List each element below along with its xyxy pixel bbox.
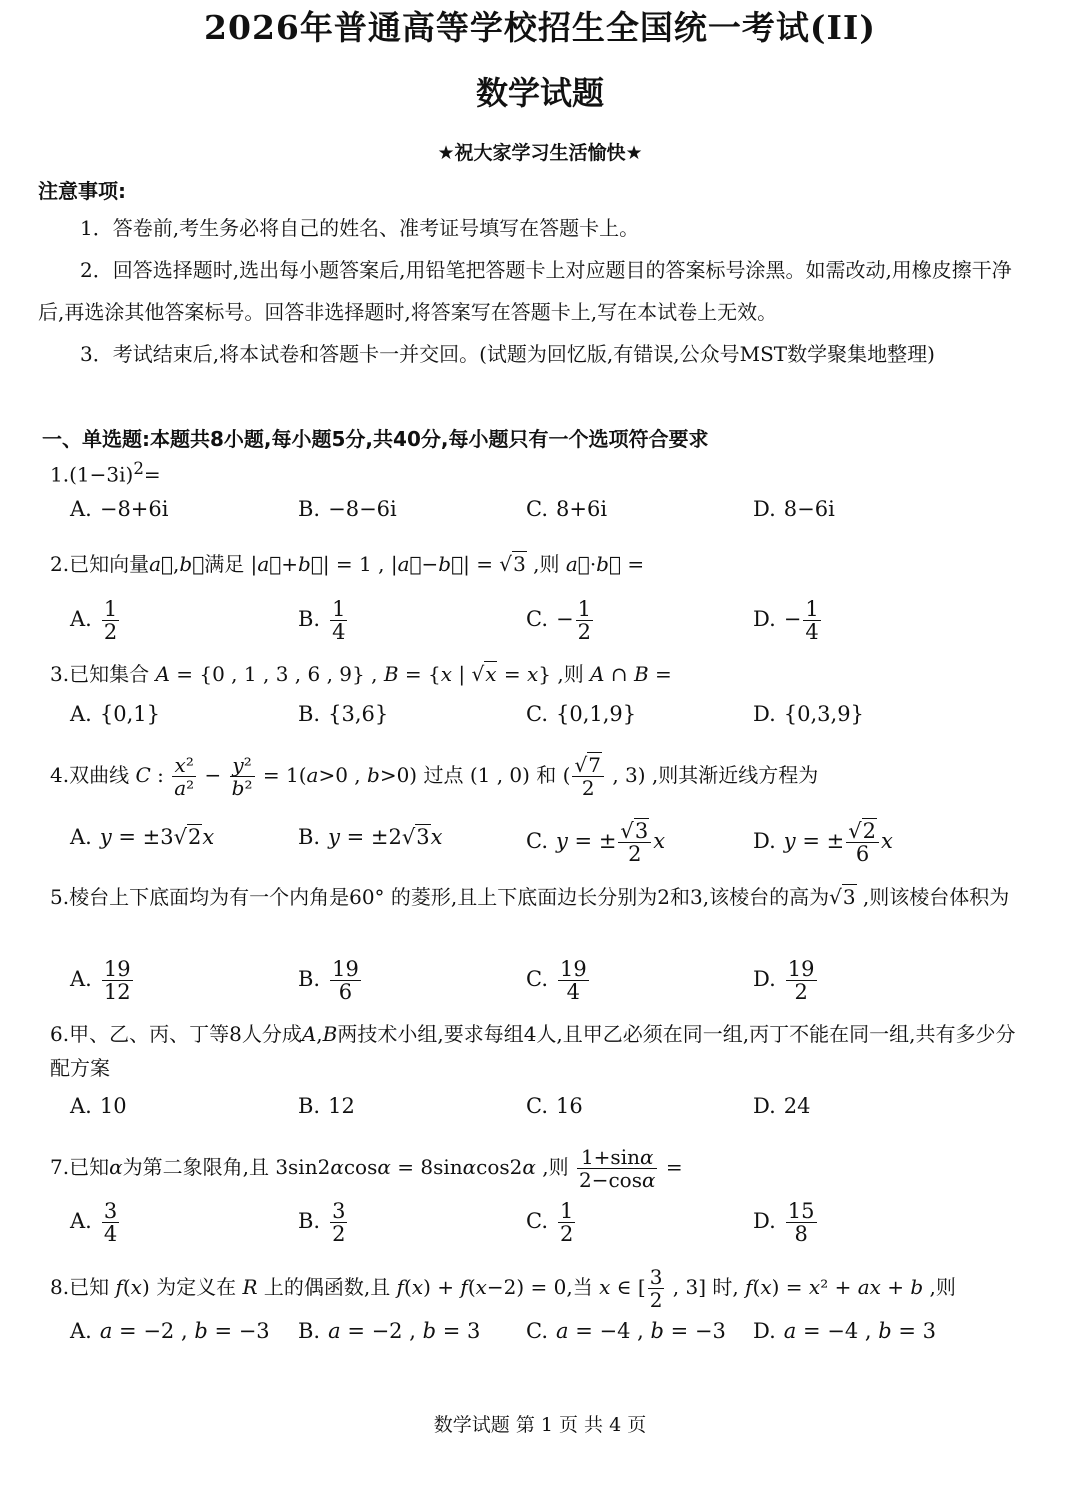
option-d: D. y = ± $\frac{√2}{6}$ x bbox=[753, 819, 893, 866]
option-b: B. {3,6} bbox=[298, 702, 389, 726]
option-b: B. a = −2 , b = 3 bbox=[298, 1319, 481, 1343]
question-number: 5. bbox=[50, 885, 70, 909]
question-6: 6.甲、乙、丙、丁等8人分成A,B两技术小组,要求每组4人,且甲乙必须在同一组,丙丁不能在同一组,共有多少分配方案 bbox=[50, 1022, 1016, 1080]
question-number: 1. bbox=[50, 462, 70, 487]
question-2: 2.已知向量a⃗,b⃗满足 |a⃗+b⃗| = 1 , |a⃗−b⃗| = √3 ,则 a⃗·b⃗ = bbox=[50, 552, 645, 576]
question-number: 7. bbox=[50, 1155, 70, 1179]
option-a: A. {0,1} bbox=[70, 702, 160, 726]
option-c: C. 16 bbox=[526, 1094, 583, 1118]
option-c: C. $\frac{19}{4}$ bbox=[526, 957, 587, 1004]
option-c: C. y = ± $\frac{√3}{2}$ x bbox=[526, 819, 666, 866]
question-number: 8. bbox=[50, 1275, 70, 1299]
option-c: C. 8+6i bbox=[526, 497, 608, 521]
question-number: 2. bbox=[50, 552, 70, 576]
notice-item: 2．回答选择题时,选出每小题答案后,用铅笔把答题卡上对应题目的答案标号涂黑。如需改动,用橡皮擦干净后,再选涂其他答案标号。回答非选择题时,将答案写在答题卡上,写在本试卷上无效。 bbox=[38, 258, 1012, 324]
option-a: A. $\frac{3}{4}$ bbox=[70, 1199, 118, 1246]
option-a: A. a = −2 , b = −3 bbox=[70, 1319, 270, 1343]
option-a: A. $\frac{1}{2}$ bbox=[70, 597, 118, 644]
option-b: B. 12 bbox=[298, 1094, 355, 1118]
option-c: C. a = −4 , b = −3 bbox=[526, 1319, 726, 1343]
option-b: B. $\frac{1}{4}$ bbox=[298, 597, 346, 644]
exam-title: 2026年普通高等学校招生全国统一考试(II) bbox=[204, 8, 876, 47]
question-3: 3.已知集合 A = {0 , 1 , 3 , 6 , 9} , B = {x | √x = x} ,则 A ∩ B = bbox=[50, 662, 672, 686]
option-a: A. 10 bbox=[70, 1094, 127, 1118]
option-c: C. $\frac{1}{2}$ bbox=[526, 1199, 574, 1246]
question-1: $1.(1-3i)^2=$ bbox=[50, 459, 161, 487]
option-b: B. −8−6i bbox=[298, 497, 397, 521]
question-8: 8.已知 f(x) 为定义在 R 上的偶函数,且 f(x) + f(x−2) = 0,当 x ∈ [ $\frac{3}{2}$ , 3] 时, f(x) = x² + ax + b ,则 bbox=[50, 1265, 956, 1312]
notice-heading: 注意事项: bbox=[38, 179, 126, 203]
page-footer: 数学试题 第 1 页 共 4 页 bbox=[433, 1414, 647, 1436]
option-d: D. 24 bbox=[753, 1094, 811, 1118]
option-c: C. {0,1,9} bbox=[526, 702, 637, 726]
option-d: D. $\frac{15}{8}$ bbox=[753, 1199, 815, 1246]
motto: ★祝大家学习生活愉快★ bbox=[437, 142, 643, 164]
option-b: B. $\frac{19}{6}$ bbox=[298, 957, 359, 1004]
option-a: A. −8+6i bbox=[70, 497, 169, 521]
option-b: B. $\frac{3}{2}$ bbox=[298, 1199, 346, 1246]
question-number: 4. bbox=[50, 763, 70, 787]
option-d: D. − $\frac{1}{4}$ bbox=[753, 597, 819, 644]
exam-subtitle: 数学试题 bbox=[475, 74, 604, 112]
option-b: B. y = ±2√3x bbox=[298, 825, 443, 849]
section-heading: 一、单选题:本题共8小题,每小题5分,共40分,每小题只有一个选项符合要求 bbox=[42, 427, 709, 451]
option-d: D. a = −4 , b = 3 bbox=[753, 1319, 936, 1343]
question-number: 3. bbox=[50, 662, 70, 686]
question-7: 7.已知α为第二象限角,且 3sin2αcosα = 8sinαcos2α ,则 $\frac{1+\sin\alpha}{2-\cos\alpha}$ = bbox=[50, 1145, 683, 1192]
question-5: 5.棱台上下底面均为有一个内角是60° 的菱形,且上下底面边长分别为2和3,该棱台的高为√3 ,则该棱台体积为 bbox=[50, 885, 1010, 909]
notice-item: 1．答卷前,考生务必将自己的姓名、准考证号填写在答题卡上。 bbox=[80, 216, 640, 240]
option-d: D. $\frac{19}{2}$ bbox=[753, 957, 815, 1004]
question-4: 4.双曲线 C : $\frac{\text{x²}}{\text{a²}}$ − $\frac{\text{y²}}{\text{b²}}$ = 1(a>0 , b>0) 过点 (1 , 0) 和 ( $\frac{√7}{2}$ , 3) ,则其渐近线方程为 bbox=[50, 753, 819, 800]
option-d: D. {0,3,9} bbox=[753, 702, 864, 726]
option-a: A. y = ±3√2x bbox=[70, 825, 215, 849]
notice-item: 3．考试结束后,将本试卷和答题卡一并交回。(试题为回忆版,有错误,公众号MST数学聚集地整理) bbox=[80, 342, 935, 366]
option-d: D. 8−6i bbox=[753, 497, 835, 521]
option-c: C. − $\frac{1}{2}$ bbox=[526, 597, 591, 644]
option-a: A. $\frac{19}{12}$ bbox=[70, 957, 131, 1004]
question-number: 6. bbox=[50, 1022, 70, 1046]
